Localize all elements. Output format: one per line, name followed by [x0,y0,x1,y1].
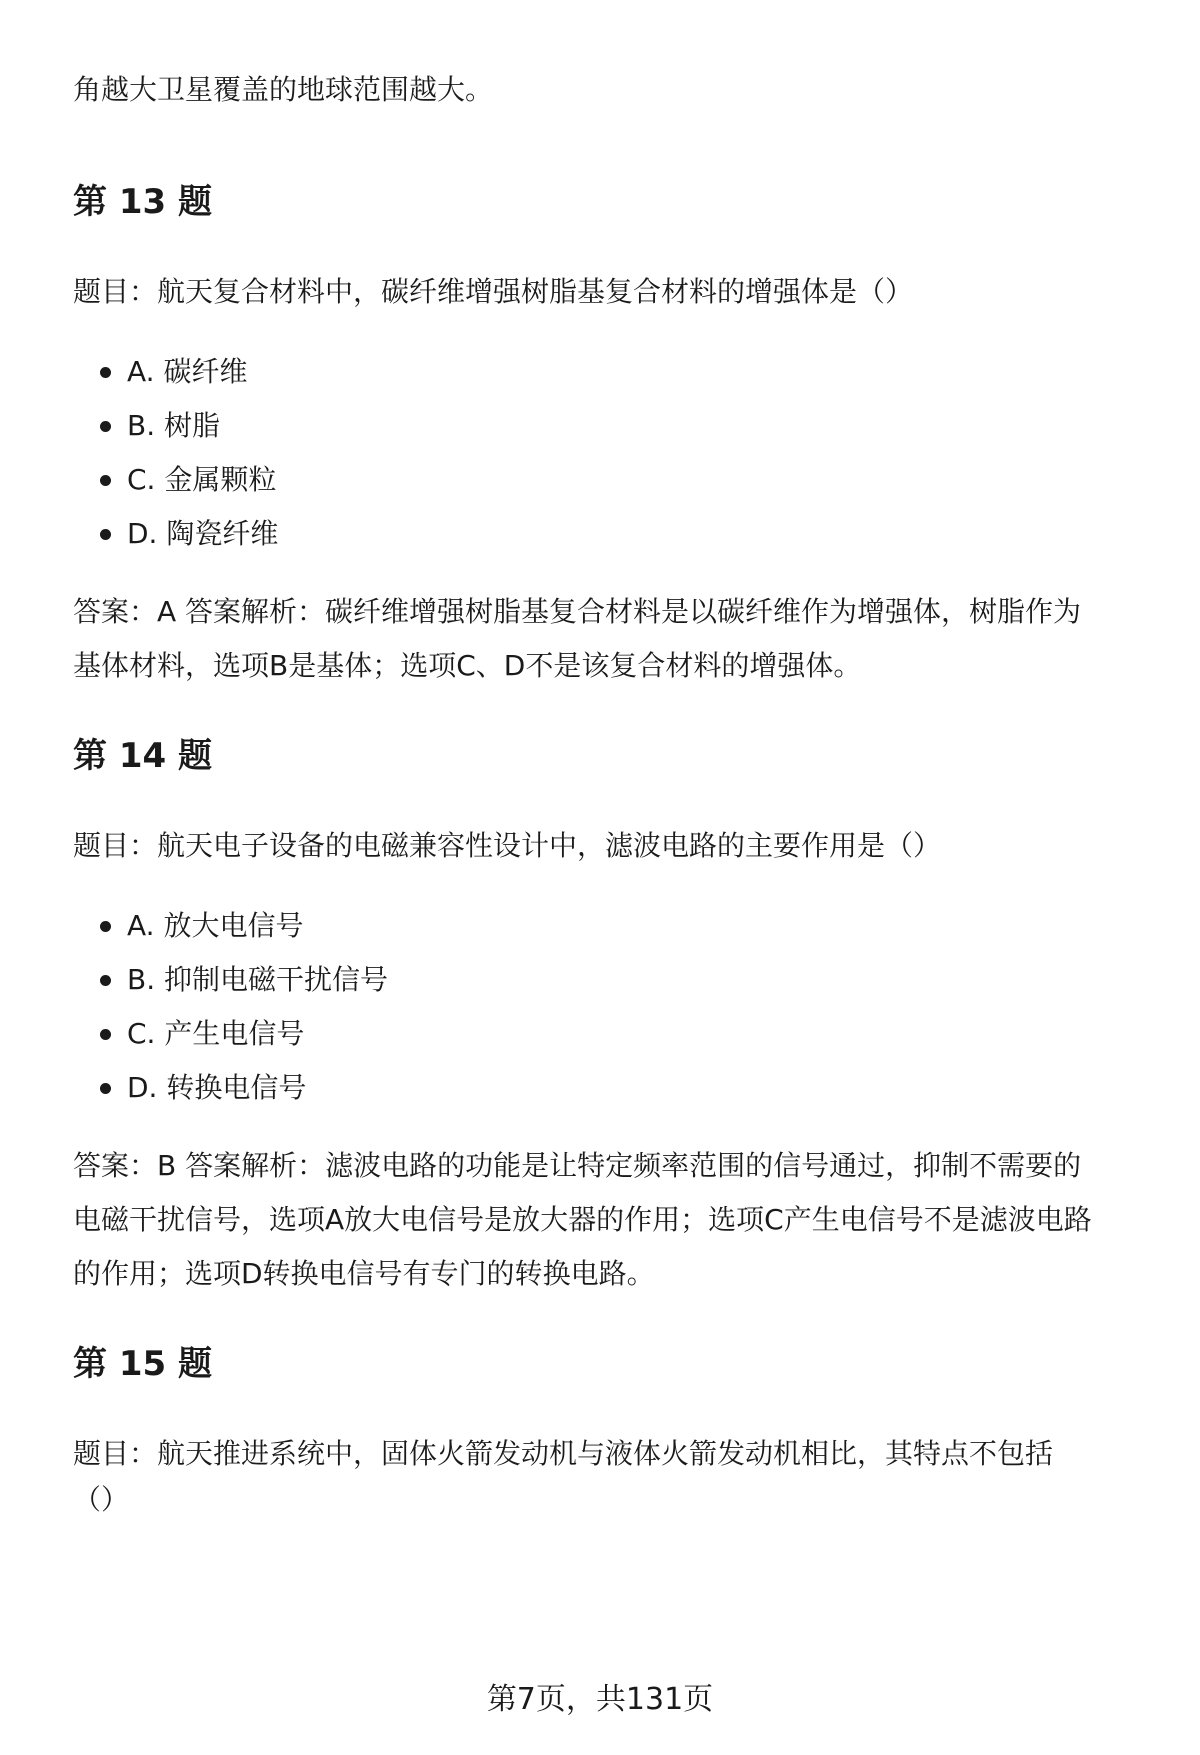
option-item: B. 抑制电磁干扰信号 [73,950,1163,1010]
page-footer: 第7页，共131页 [486,1682,714,1717]
option-item: C. 产生电信号 [73,1004,1163,1064]
option-item: A. 碳纤维 [73,342,1163,402]
option-item: C. 金属颗粒 [73,450,1163,510]
question-13-options [73,342,1163,564]
bullet-icon [100,367,111,378]
intro-line: 角越大卫星覆盖的地球范围越大。 [73,73,494,106]
question-13-text: 题目：航天复合材料中，碳纤维增强树脂基复合材料的增强体是（） [73,275,914,308]
question-14-heading: 第 14 题 [73,736,212,776]
question-13-answer-line-2: 基体材料，选项B是基体；选项C、D不是该复合材料的增强体。 [73,649,862,682]
bullet-icon [100,529,111,540]
option-item: A. 放大电信号 [73,896,1163,956]
question-14-text: 题目：航天电子设备的电磁兼容性设计中，滤波电路的主要作用是（） [73,829,942,862]
question-15-heading: 第 15 题 [73,1344,212,1384]
question-15-text-line-2: （） [73,1483,130,1516]
question-14-answer-line-1: 答案：B 答案解析：滤波电路的功能是让特定频率范围的信号通过，抑制不需要的 [73,1149,1082,1182]
bullet-icon [100,475,111,486]
question-13-answer-line-1: 答案：A 答案解析：碳纤维增强树脂基复合材料是以碳纤维作为增强体，树脂作为 [73,595,1082,628]
question-14-answer-line-2: 电磁干扰信号，选项A放大电信号是放大器的作用；选项C产生电信号不是滤波电路 [73,1203,1092,1236]
bullet-icon [100,921,111,932]
bullet-icon [100,1029,111,1040]
bullet-icon [100,1083,111,1094]
option-item: D. 转换电信号 [73,1058,1163,1118]
bullet-icon [100,975,111,986]
option-item: B. 树脂 [73,396,1163,456]
bullet-icon [100,421,111,432]
question-14-answer-line-3: 的作用；选项D转换电信号有专门的转换电路。 [73,1257,655,1290]
question-13-heading: 第 13 题 [73,182,212,222]
question-14-options [73,896,1163,1118]
option-item: D. 陶瓷纤维 [73,504,1163,564]
question-15-text-line-1: 题目：航天推进系统中，固体火箭发动机与液体火箭发动机相比，其特点不包括 [73,1437,1054,1470]
